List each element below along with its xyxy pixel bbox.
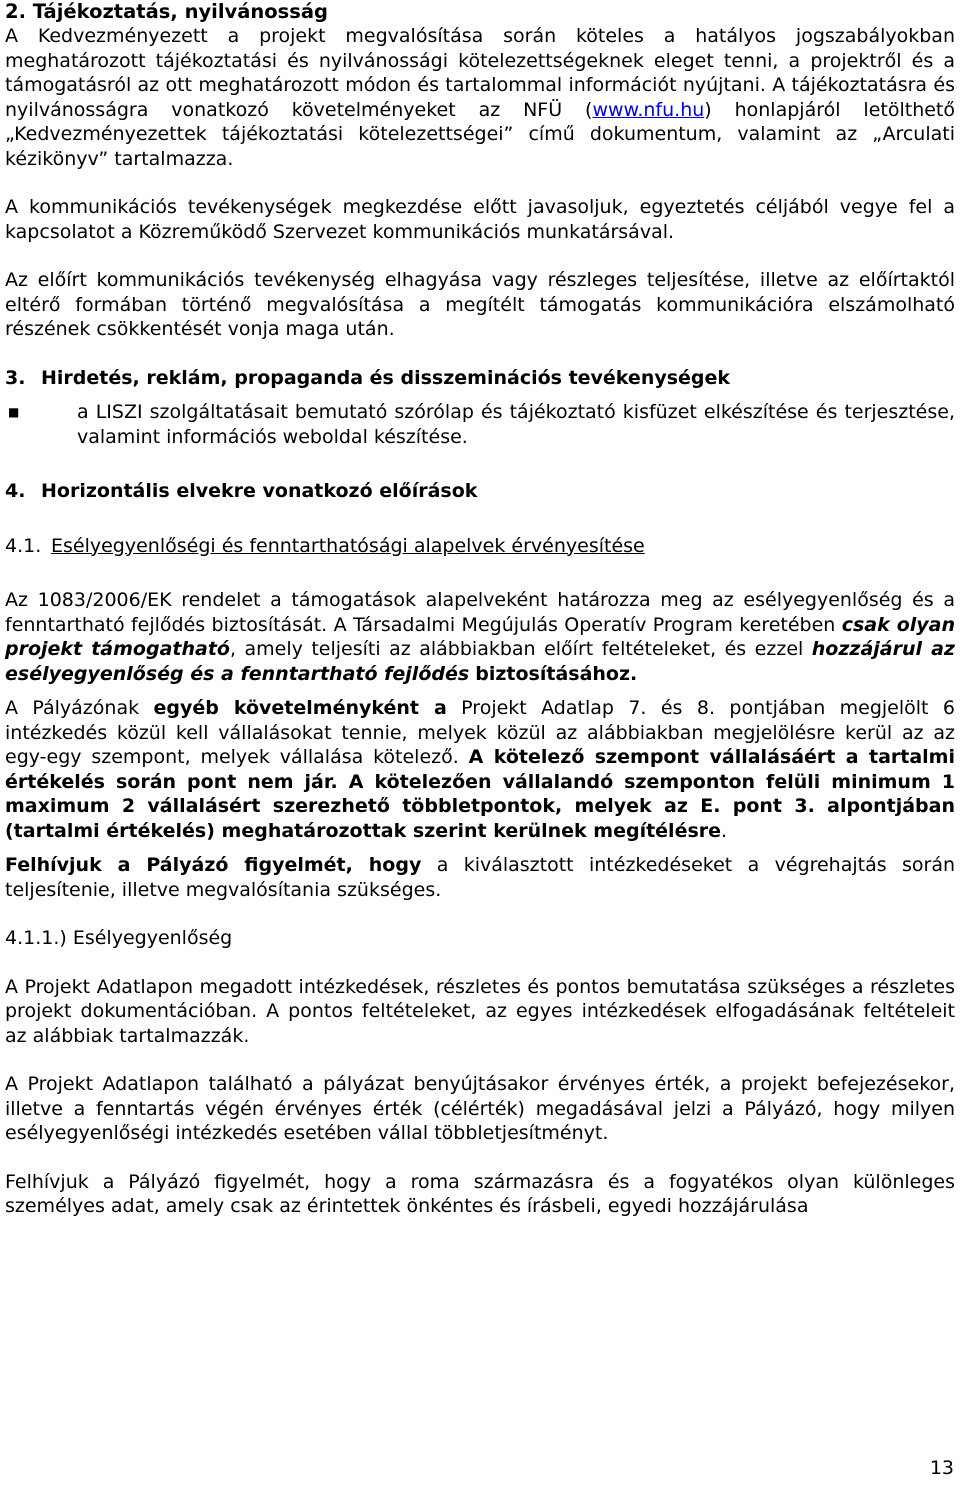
section-4-1-1-heading: 4.1.1.) Esélyegyenlőség [5,927,233,949]
square-bullet-icon: ■ [8,405,20,419]
section-2-paragraph-3: Az előírt kommunikációs tevékenység elhagyása vagy részleges teljesítése, illetve az előírtaktól eltérő formában történő megvalósítása a megítélt támogatás kommunikációra elszámolható részének csökkentését vonja maga után. [5,269,955,340]
section-4-paragraph-5: A Projekt Adatlapon található a pályázat benyújtásakor érvényes érték, a projekt befejezésekor, illetve a fenntartás végén érvényes érték (célérték) megadásával jelzi a Pályázó, hogy milyen esélyegyenlőségi intézkedés esetében vállal többletjesítményt. [5,1073,955,1144]
section-2-paragraph-1: A Kedvezményezett a projekt megvalósítása során köteles a hatályos jogszabályokban meghatározott tájékoztatási és nyilvánossági kötelezettségeknek eleget tenni, a projektről és a támogatásról az ott meghatározott módon és tartalommal információt nyújtani. A tájékoztatásra és nyilvánosságra vonatkozó követelményeket az NFÜ (www.nfu.hu) honlapjáról letölthető „Kedvezményezettek tájékoztatási kötelezettségei” című dokumentum, valamint az „Arculati kézikönyv” tartalmazza. [5,25,955,170]
section-2-title: 2. Tájékoztatás, nyilvánosság [5,0,329,23]
section-4-paragraph-2: A Pályázónak egyéb követelményként a Projekt Adatlap 7. és 8. pontjában megjelölt 6 intézkedés közül kell vállalásokat tennie, melyek közül az alábbiakban megjelölésre kerül az az egy-egy szempont, melyek vállalása kötelező. A kötelező szempont vállalásáért a tartalmi értékelés során pont nem jár. A kötelezően vállalandó szemponton felüli minimum 1 maximum 2 vállalásért szerezhető többletpontok, melyek az E. pont 3. alpontjában (tartalmi értékelés) meghatározottak szerint kerülnek megítélésre. [5,697,955,842]
section-4-paragraph-1: Az 1083/2006/EK rendelet a támogatások alapelveként határozza meg az esélyegyenlőség és a fenntartható fejlődés biztosítását. A Társadalmi Megújulás Operatív Program keretében csak olyan projekt támogatható, amely teljesíti az alábbiakban előírt feltételeket, és ezzel hozzájárul az esélyegyenlőség és a fenntartható fejlődés biztosításához. [5,589,955,685]
section-4-paragraph-4: A Projekt Adatlapon megadott intézkedések, részletes és pontos bemutatása szükséges a részletes projekt dokumentációban. A pontos feltételeket, az egyes intézkedések elfogadásának feltételeit az alábbiak tartalmazzák. [5,975,955,1047]
section-3-bullet-text: a LISZI szolgáltatásait bemutató szórólap és tájékoztató kisfüzet elkészítése és terjesztése, valamint információs weboldal készítése. [77,401,955,448]
nfu-link[interactable]: www.nfu.hu [592,98,705,121]
page-number: 13 [929,1457,954,1479]
section-3-heading: 3. Hirdetés, reklám, propaganda és disszeminációs tevékenységek [5,366,731,389]
section-4-paragraph-3: Felhívjuk a Pályázó figyelmét, hogy a kiválasztott intézkedéseket a végrehajtás során teljesítenie, illetve megvalósítania szükséges. [5,854,956,901]
section-4-heading: 4. Horizontális elvekre vonatkozó előírások [5,480,478,502]
section-4-1-heading: 4.1. Esélyegyenlőségi és fenntarthatósági alapelvek érvényesítése [5,534,645,557]
section-3-bullet-item [5,400,955,449]
section-2-paragraph-2: A kommunikációs tevékenységek megkezdése előtt javasoljuk, egyeztetés céljából vegye fel a kapcsolatot a Közreműködő Szervezet kommunikációs munkatársával. [5,196,955,243]
document-page [5,0,955,1219]
section-4-paragraph-6: Felhívjuk a Pályázó figyelmét, hogy a roma származásra és a fogyatékos olyan különleges személyes adat, amely csak az érintettek önkéntes és írásbeli, egyedi hozzájárulása [5,1170,955,1217]
